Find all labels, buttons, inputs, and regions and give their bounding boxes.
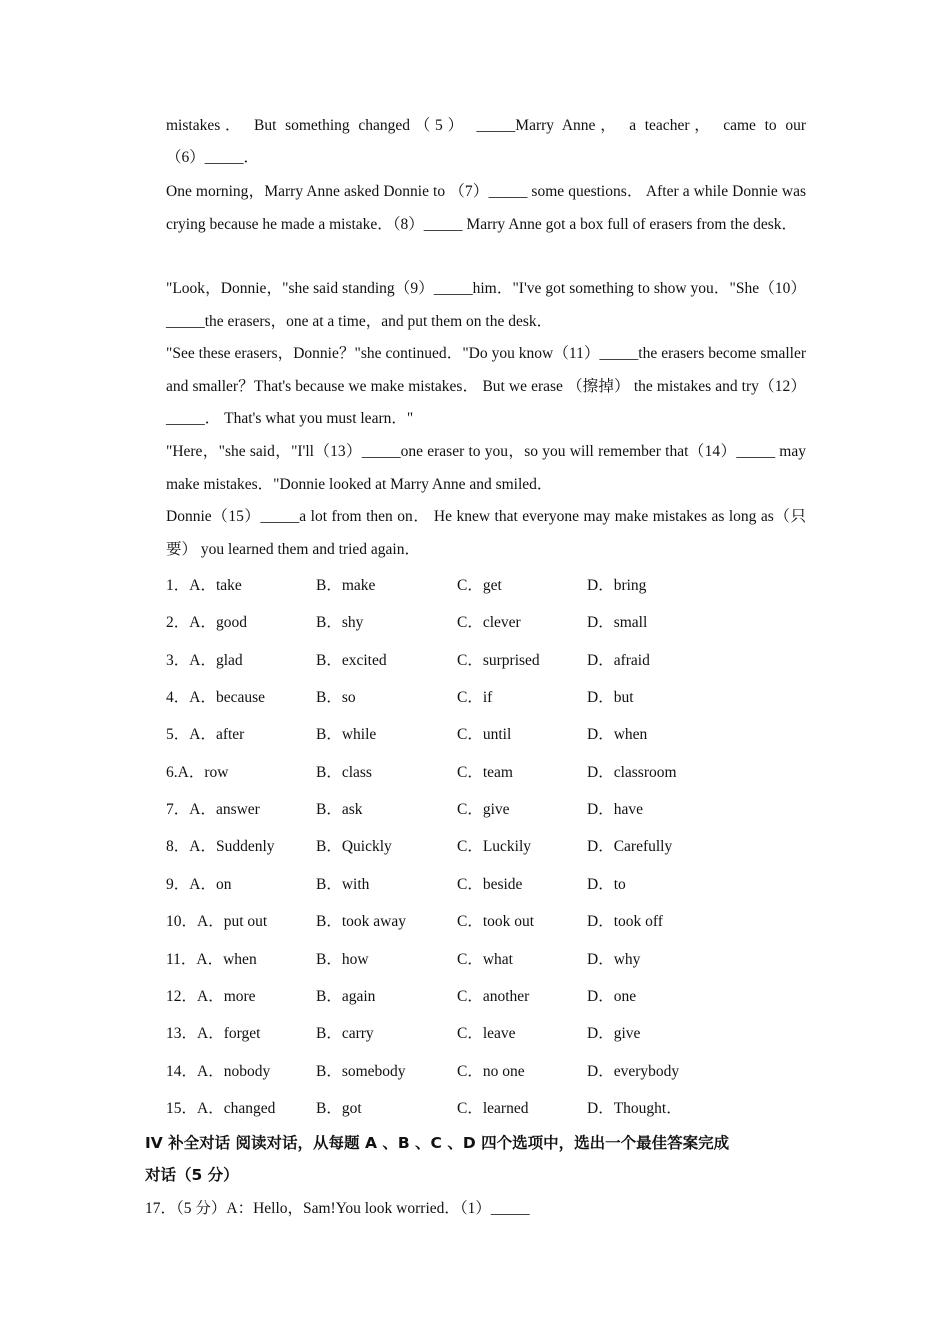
option-c: C．leave [457,1025,516,1043]
option-row [166,576,806,613]
option-row [166,613,806,650]
option-d: D．when [587,726,648,744]
option-a: 1．A．take [166,577,242,594]
option-c: C．get [457,577,502,594]
option-c: C．until [457,726,512,744]
option-b: B．while [316,726,377,744]
option-row [166,688,806,725]
option-a: 14．A．nobody [166,1062,271,1080]
option-a: 8．A．Suddenly [166,838,275,856]
option-c: C．team [457,763,513,781]
passage-paragraph-5: "Here，"she said，"I'll（13）_____one eraser to you，so you will remember that（14）_____ may make mistakes．"Donnie looked at Marry Anne and smiled． [166,443,806,493]
option-row [166,1024,806,1061]
option-row [166,725,806,762]
option-a: 10．A．put out [166,913,268,931]
option-b: B．with [316,875,370,893]
option-d: D．Thought． [587,1099,682,1117]
option-b: B．Quickly [316,838,392,856]
option-d: D．give [587,1025,641,1043]
option-d: D．took off [587,913,663,931]
passage-line-1: mistakes． But something changed（5） _____Marry Anne， a teacher， came to our [166,117,806,134]
option-c: C．give [457,801,510,819]
option-a: 4．A．because [166,689,265,707]
option-b: B．class [316,763,372,781]
option-d: D．have [587,801,643,819]
passage-paragraph-2: One morning，Marry Anne asked Donnie to （7）_____ some questions． After a while Donnie was crying because he made a mistake．（8）_____ Marry Anne got a box full of erasers from the desk． [166,183,806,233]
option-a: 13．A．forget [166,1025,261,1043]
option-a: 9．A．on [166,875,232,893]
option-b: B．again [316,987,376,1005]
option-d: D．one [587,987,637,1005]
option-row [166,875,806,912]
option-a: 6.A．row [166,763,229,781]
option-row [166,1062,806,1099]
option-a: 2．A．good [166,614,247,632]
option-a: 7．A．answer [166,801,260,819]
option-d: D．small [587,614,648,632]
option-c: C．what [457,950,513,968]
option-b: B．shy [316,614,364,632]
option-a: 12．A．more [166,987,256,1005]
option-b: B．excited [316,651,387,669]
option-row [166,800,806,837]
passage-paragraph-4: "See these erasers，Donnie？"she continued．"Do you know（11）_____the erasers become smaller and smaller？That's because we make mistakes． But we erase （擦掉） the mistakes and try（12）_____． That's what you must learn．" [166,345,806,428]
option-b: B．took away [316,913,406,931]
option-c: C．clever [457,614,521,632]
passage-paragraph-6: Donnie（15）_____a lot from then on． He knew that everyone may make mistakes as long as（只要） you learned them and tried again． [166,508,806,558]
option-row [166,950,806,987]
option-row [166,912,806,949]
section-iv-heading: IV 补全对话 阅读对话，从每题 A 、B 、C 、D 四个选项中，选出一个最佳答案完成 [145,1134,730,1152]
option-b: B．how [316,950,369,968]
option-a: 11．A．when [166,950,257,968]
option-a: 15．A．changed [166,1099,276,1117]
option-row [166,837,806,874]
option-c: C．no one [457,1062,525,1080]
option-d: D．afraid [587,651,650,669]
option-b: B．carry [316,1025,374,1043]
option-a: 3．A．glad [166,651,243,669]
option-c: C．Luckily [457,838,532,856]
option-d: D．everybody [587,1062,680,1080]
option-c: C．beside [457,875,523,893]
option-c: C．surprised [457,651,540,669]
option-d: D．Carefully [587,838,673,856]
option-a: 5．A．after [166,726,245,744]
passage-paragraph-3: "Look，Donnie，"she said standing（9）_____him．"I've got something to show you．"She（10）_____the erasers，one at a time，and put them on the desk． [166,280,806,330]
option-d: D．to [587,875,626,893]
option-row [166,987,806,1024]
option-d: D．but [587,689,634,707]
option-c: C．learned [457,1099,529,1117]
passage-line-2: （6）_____． [166,149,260,166]
section-iv-heading-line-2: 对话（5 分） [145,1166,239,1184]
question-17: 17．（5 分）A：Hello，Sam!You look worried．（1）_____ [145,1200,530,1217]
option-c: C．if [457,689,493,707]
option-b: B．ask [316,801,363,819]
option-b: B．got [316,1099,362,1117]
option-c: C．took out [457,913,535,931]
option-b: B．make [316,577,376,594]
option-d: D．bring [587,577,647,594]
option-row [166,763,806,800]
option-d: D．classroom [587,763,677,781]
option-b: B．somebody [316,1062,406,1080]
option-b: B．so [316,689,356,707]
option-row [166,651,806,688]
option-c: C．another [457,987,530,1005]
option-d: D．why [587,950,641,968]
